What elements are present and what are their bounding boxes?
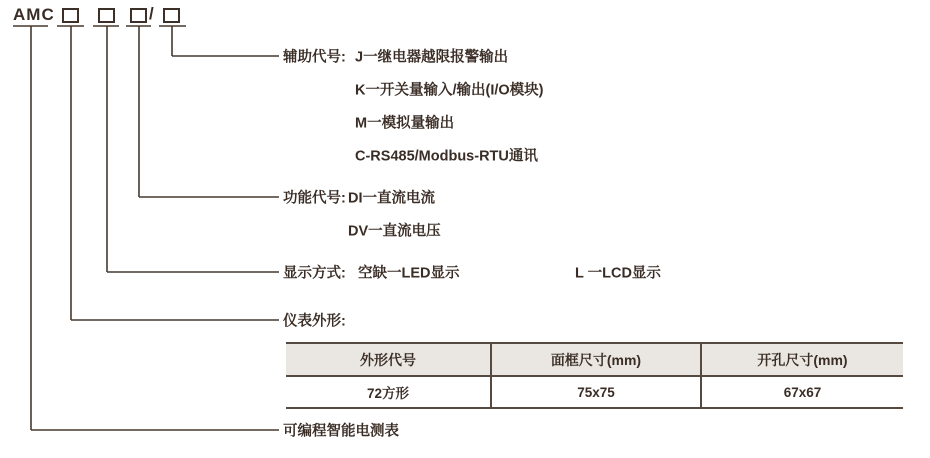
slash-separator: / — [149, 4, 154, 23]
digit-box-function — [130, 8, 147, 23]
aux-option: M一模拟量输出 — [355, 115, 455, 132]
table-cell: 67x67 — [700, 377, 903, 407]
table-header-cell: 面框尺寸(mm) — [490, 344, 700, 375]
digit-box-shape — [62, 8, 79, 23]
meter-shape-label: 仪表外形: — [283, 313, 346, 330]
model-prefix: AMC — [13, 5, 55, 24]
function-code-label: 功能代号: — [283, 190, 346, 207]
table-header-row — [286, 344, 903, 377]
function-option: DI一直流电流 — [348, 190, 435, 207]
function-option: DV一直流电压 — [348, 223, 441, 240]
product-name-label: 可编程智能电测表 — [283, 423, 399, 440]
table-cell: 75x75 — [490, 377, 700, 407]
table-cell: 72方形 — [366, 386, 410, 401]
table-row — [286, 377, 903, 407]
aux-option: K一开关量输入/输出(I/O模块) — [355, 82, 544, 99]
table-header-cell: 开孔尺寸(mm) — [700, 344, 903, 375]
table-header-cell: 外形代号 — [360, 351, 416, 368]
digit-box-display — [98, 8, 115, 23]
shape-spec-table — [286, 342, 903, 409]
digit-box-auxiliary — [163, 8, 180, 23]
display-mode-label: 显示方式: — [283, 265, 346, 282]
display-option: L 一LCD显示 — [575, 265, 661, 282]
aux-option: C-RS485/Modbus-RTU通讯 — [355, 148, 538, 165]
aux-code-label: 辅助代号: — [283, 49, 346, 66]
aux-option: J一继电器越限报警输出 — [355, 49, 509, 66]
display-option: 空缺一LED显示 — [358, 265, 460, 282]
